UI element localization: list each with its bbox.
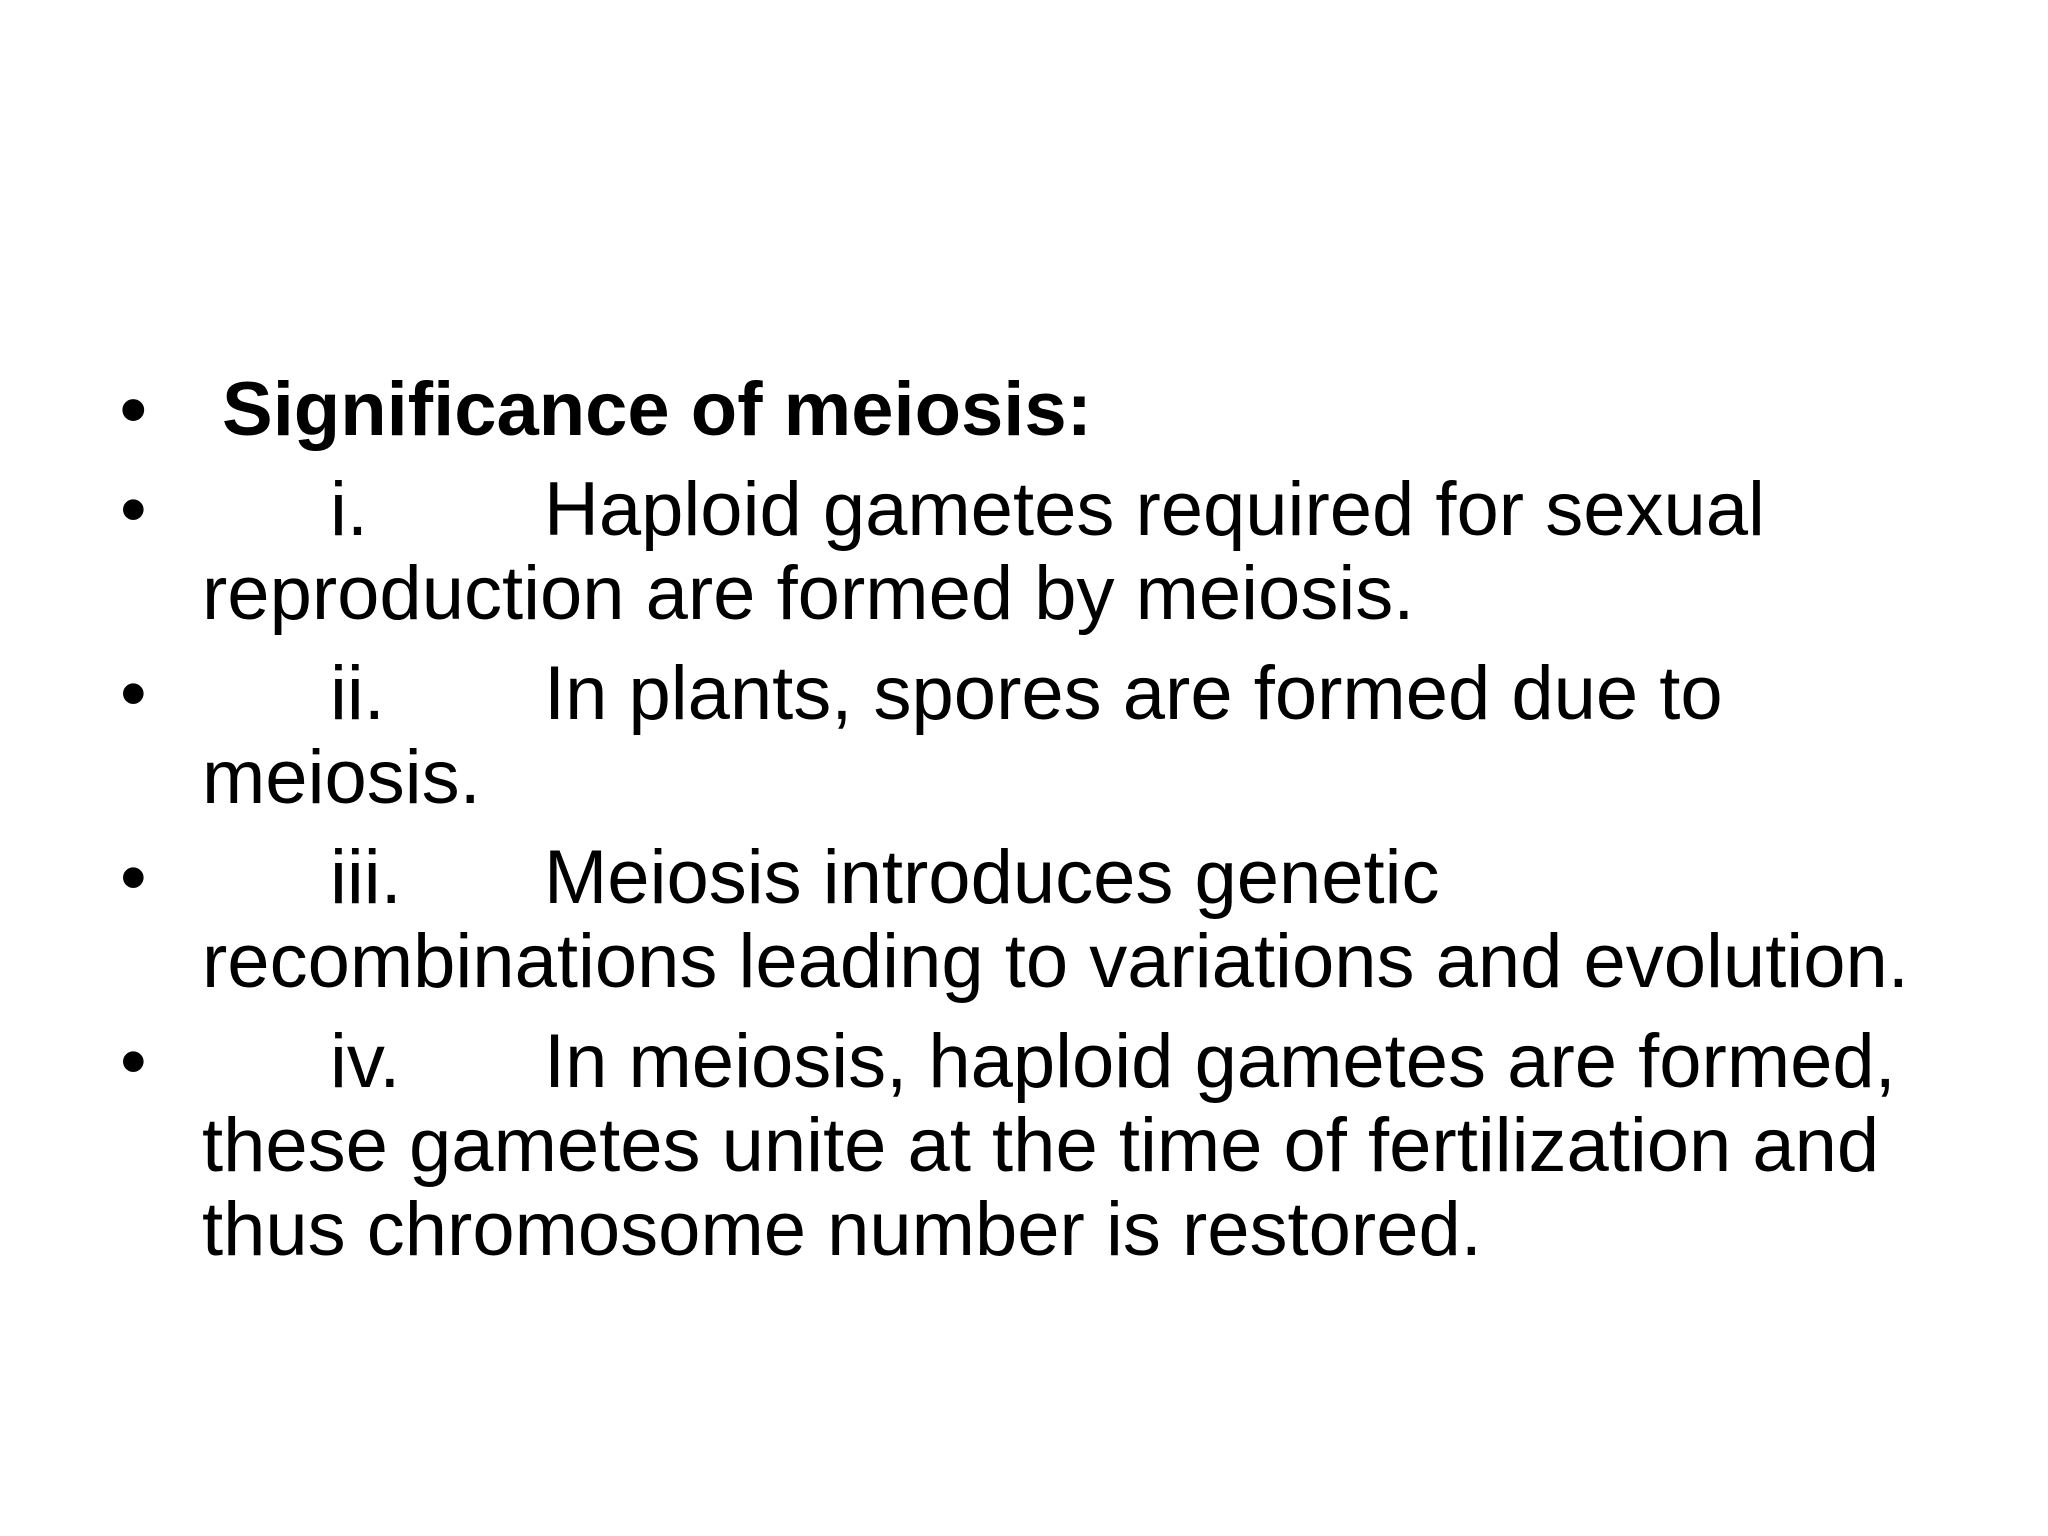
slide-heading: Significance of meiosis: xyxy=(222,367,1092,452)
list-item xyxy=(120,836,1960,1004)
item-numeral: iv. xyxy=(330,1019,401,1104)
list-item xyxy=(120,652,1960,820)
item-numeral: i. xyxy=(330,467,368,552)
bullet-dot: • xyxy=(120,467,147,552)
bullet-list xyxy=(120,368,1960,1288)
bullet-dot: • xyxy=(120,367,147,452)
heading-item xyxy=(120,368,1960,452)
item-numeral: iii. xyxy=(330,835,402,920)
list-item xyxy=(120,468,1960,636)
bullet-dot: • xyxy=(120,835,147,920)
item-text: Haploid gametes required for sexual reproduction are formed by meiosis. xyxy=(202,467,1765,636)
item-numeral: ii. xyxy=(330,651,385,736)
bullet-dot: • xyxy=(120,1019,147,1104)
item-text: Meiosis introduces genetic recombinations leading to variations and evolution. xyxy=(202,835,1909,1004)
item-text: In plants, spores are formed due to meiosis. xyxy=(202,651,1723,820)
list-item xyxy=(120,1020,1960,1272)
item-text: In meiosis, haploid gametes are formed, these gametes unite at the time of fertilization and thus chromosome number is restored. xyxy=(202,1019,1896,1272)
bullet-dot: • xyxy=(120,651,147,736)
